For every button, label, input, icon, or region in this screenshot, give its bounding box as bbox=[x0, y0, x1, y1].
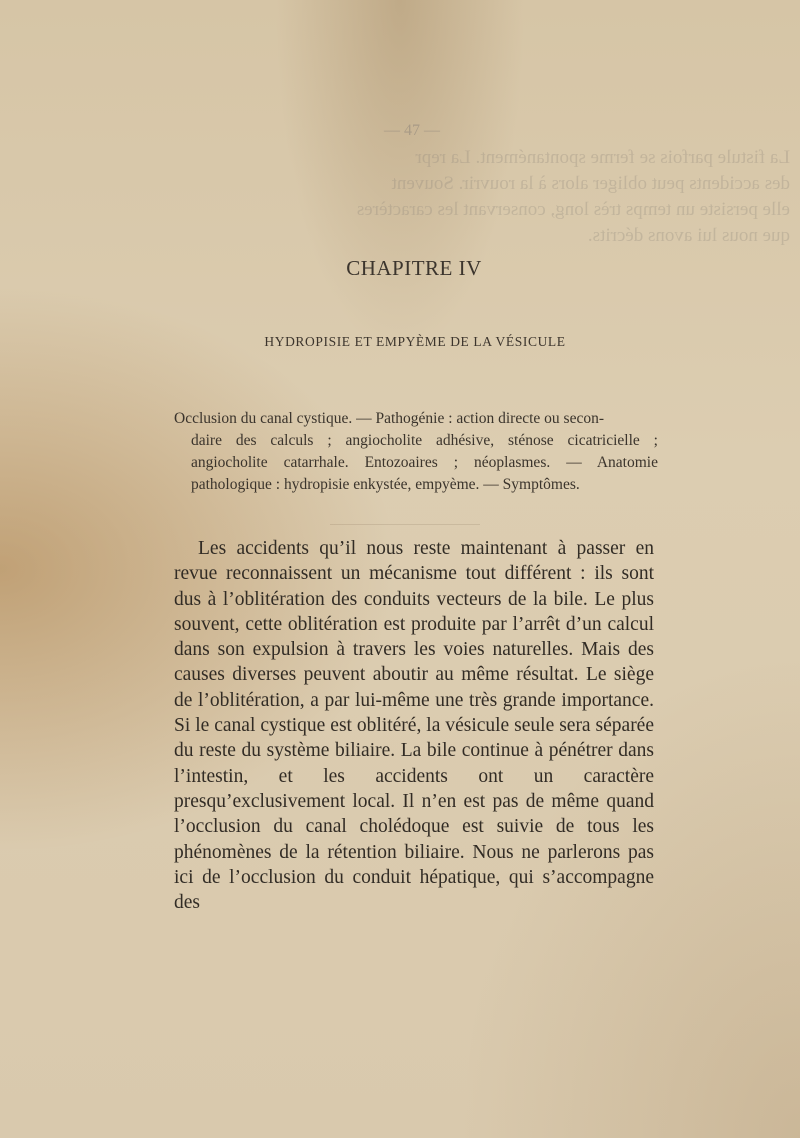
faint-rule bbox=[330, 524, 480, 525]
summary-continuation: daire des calculs ; angiocholite adhésive, sténose cicatricielle ; angiocholite catarrhale. Entozoaires ; néoplasmes. — Anatomie pathologique : hydropisie enkystée, empyème. — Symptômes. bbox=[191, 432, 658, 493]
chapter-title: CHAPITRE IV bbox=[346, 256, 482, 280]
bleed-through-line: La fistule parfois se ferme spontanément. La repr bbox=[415, 147, 790, 168]
body-paragraph: Les accidents qu’il nous reste maintenant à passer en revue reconnaissent un mécanisme tout différent : ils sont dus à l’oblitération des conduits vecteurs de la bile. Le plus souvent, cette oblitération est produite par l’arrêt d’un calcul dans son expulsion à travers les voies naturelles. Mais des causes diverses peuvent aboutir au même résultat. Le siège de l’oblitération, a par lui-même une très grande importance. Si le canal cystique est oblitéré, la vésicule seule sera séparée du reste du système biliaire. La bile continue à pénétrer dans l’intestin, et les accidents ont un caractère presqu’exclusivement local. Il n’en est pas de même quand l’occlusion du canal cholédoque est suivie de tous les phénomènes de la rétention biliaire. Nous ne parlerons pas ici de l’occlusion du conduit hépatique, qui s’accompagne des bbox=[174, 538, 654, 914]
chapter-subtitle: HYDROPISIE ET EMPYÈME DE LA VÉSICULE bbox=[264, 334, 566, 349]
bleed-through-line: que nous lui avons décrits. bbox=[587, 225, 790, 246]
bleed-through-text bbox=[356, 145, 790, 249]
bleed-through-line: elle persiste un temps très long, conservant les caractères bbox=[356, 199, 790, 220]
page-number: — 47 — bbox=[384, 122, 440, 139]
summary-first-line: Occlusion du canal cystique. — Pathogénie : action directe ou secon- bbox=[174, 410, 604, 427]
bleed-through-line: des accidents peut obliger alors à la rouvrir. Souvent bbox=[391, 173, 790, 194]
chapter-summary bbox=[174, 408, 658, 496]
